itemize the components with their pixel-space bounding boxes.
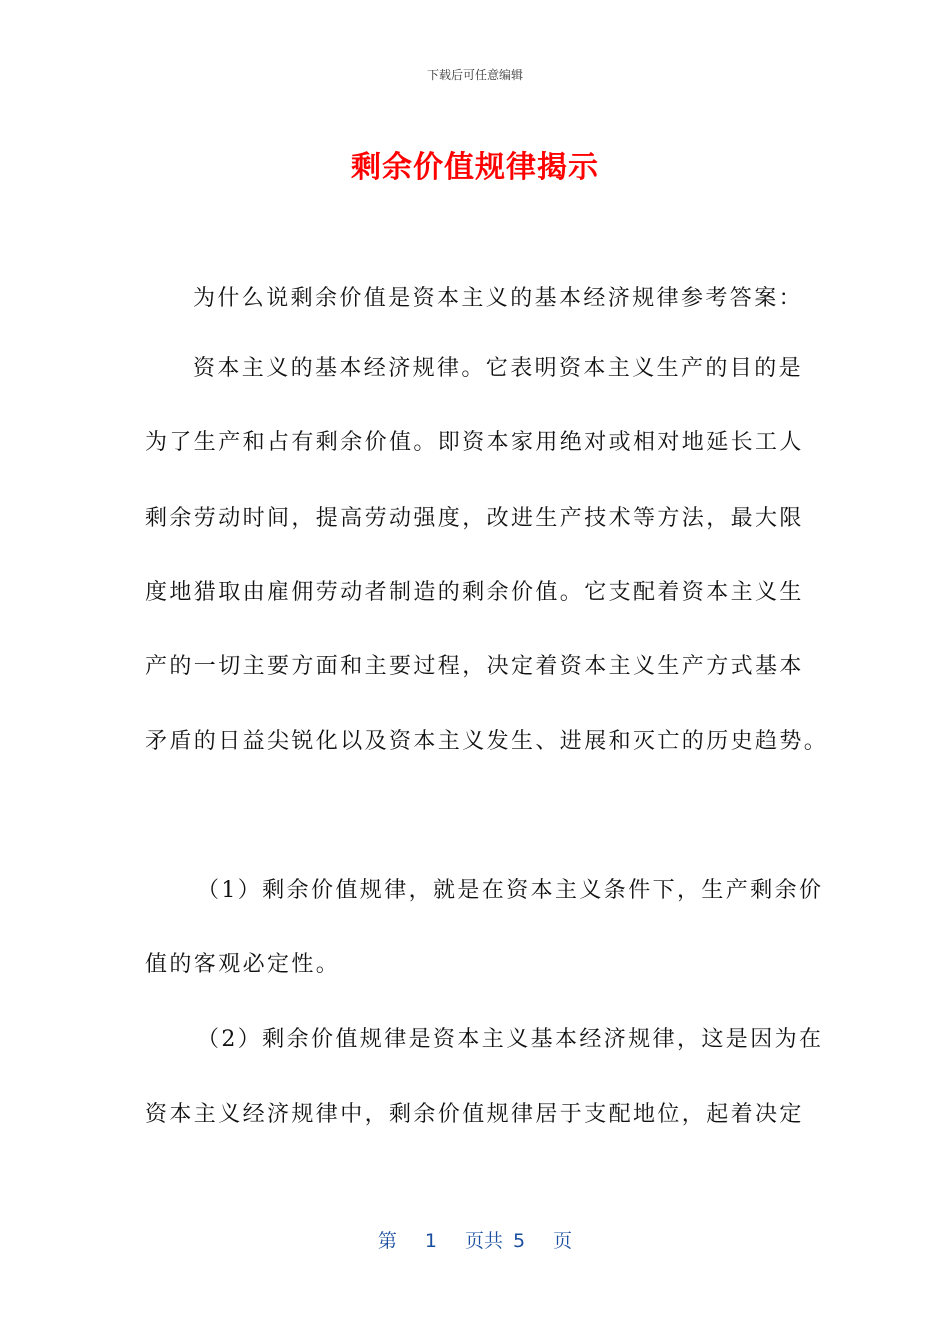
paragraph-line: 度地猎取由雇佣劳动者制造的剩余价值。它支配着资本主义生	[145, 580, 804, 605]
paragraph-line: 矛盾的日益尖锐化以及资本主义发生、进展和灭亡的历史趋势。	[145, 729, 829, 754]
paragraph-line: 为了生产和占有剩余价值。即资本家用绝对或相对地延长工人	[145, 430, 804, 455]
footer-total-pages: 5	[513, 1230, 526, 1252]
footer-suffix: 页	[553, 1230, 573, 1252]
document-title: 剩余价值规律揭示	[351, 150, 599, 185]
paragraph-line: 值的客观必定性。	[145, 952, 341, 977]
footer-middle: 页共	[464, 1230, 503, 1252]
paragraph-line: 为什么说剩余价值是资本主义的基本经济规律参考答案：	[193, 286, 804, 311]
paragraph-line: （1）剩余价值规律，就是在资本主义条件下，生产剩余价	[197, 878, 824, 903]
paragraph-line: 剩余劳动时间，提高劳动强度，改进生产技术等方法，最大限	[145, 506, 804, 531]
paragraph-line: 资本主义经济规律中，剩余价值规律居于支配地位，起着决定	[145, 1102, 804, 1127]
footer-page-number: 1	[424, 1230, 437, 1252]
header-note: 下载后可任意编辑	[426, 68, 523, 82]
paragraph-line: 资本主义的基本经济规律。它表明资本主义生产的目的是	[193, 356, 804, 381]
paragraph-line: 产的一切主要方面和主要过程，决定着资本主义生产方式基本	[145, 654, 804, 679]
page-footer	[0, 1226, 950, 1253]
paragraph-line: （2）剩余价值规律是资本主义基本经济规律，这是因为在	[197, 1027, 824, 1052]
footer-prefix: 第	[377, 1230, 397, 1252]
